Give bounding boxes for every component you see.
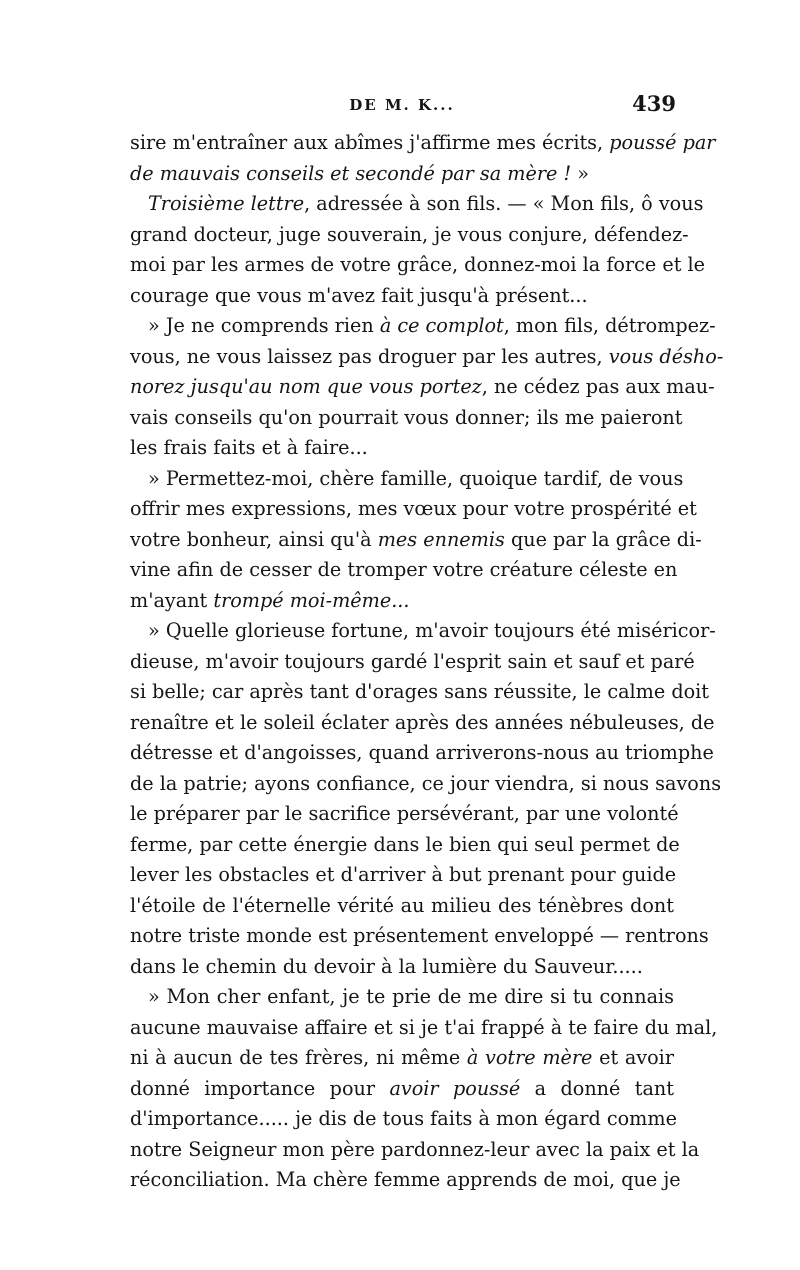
text-line bbox=[130, 647, 695, 678]
text-segment: » bbox=[571, 161, 590, 185]
text-line bbox=[130, 433, 674, 464]
text-segment: de la patrie; ayons confiance, ce jour viendra, si nous savons bbox=[130, 771, 722, 795]
text-segment: lever les obstacles et d'arriver à but prenant pour guide bbox=[130, 863, 677, 886]
text-segment: grand docteur, juge souverain, je vous conjure, défendez- bbox=[130, 222, 689, 246]
italic-text: mes ennemis bbox=[377, 527, 505, 551]
text-segment: l'étoile de l'éternelle vérité au milieu des ténèbres dont bbox=[130, 893, 674, 917]
text-segment: réconciliation. Ma chère femme apprends de moi, que je bbox=[130, 1168, 681, 1191]
text-line bbox=[130, 555, 678, 586]
text-line bbox=[130, 586, 674, 617]
text-line bbox=[130, 616, 716, 647]
text-line bbox=[130, 1013, 718, 1044]
italic-text: avoir poussé bbox=[389, 1076, 521, 1100]
text-segment: que par la grâce di- bbox=[504, 527, 702, 551]
text-line bbox=[130, 1165, 681, 1196]
italic-text: à votre mère bbox=[466, 1046, 593, 1069]
text-line bbox=[130, 952, 674, 983]
text-segment: moi par les armes de votre grâce, donnez-moi la force et le bbox=[130, 253, 706, 276]
text-line bbox=[130, 494, 697, 525]
text-line bbox=[130, 921, 709, 952]
text-line bbox=[130, 220, 689, 251]
text-segment: ni à aucun de tes frères, ni même bbox=[130, 1046, 467, 1069]
text-segment: » Quelle glorieuse fortune, m'avoir toujours été miséricor- bbox=[148, 619, 716, 642]
text-segment: le préparer par le sacrifice persévérant, par une volonté bbox=[130, 802, 679, 825]
italic-text: norez jusqu'au nom que vous portez bbox=[130, 375, 482, 398]
running-head: DE M. K... bbox=[349, 96, 455, 114]
text-line bbox=[130, 830, 680, 861]
text-line bbox=[130, 799, 679, 830]
text-segment: a donné tant bbox=[520, 1076, 675, 1100]
text-segment: » Permettez-moi, chère famille, quoique tardif, de vous bbox=[148, 466, 684, 490]
text-line bbox=[130, 1135, 700, 1166]
text-line bbox=[130, 677, 709, 708]
text-segment: aucune mauvaise affaire et si je t'ai frappé à te faire du mal, bbox=[130, 1015, 718, 1039]
text-line bbox=[130, 1074, 674, 1105]
page-number: 439 bbox=[632, 91, 676, 116]
italic-text: poussé par bbox=[609, 131, 716, 154]
text-line bbox=[130, 769, 722, 800]
text-segment: renaître et le soleil éclater après des années nébuleuses, de bbox=[130, 710, 715, 734]
italic-text: vous désho- bbox=[608, 344, 724, 368]
page-header bbox=[128, 88, 676, 120]
text-segment: notre Seigneur mon père pardonnez-leur avec la paix et la bbox=[130, 1137, 700, 1161]
text-line bbox=[130, 403, 683, 434]
text-line bbox=[130, 1043, 674, 1074]
text-segment: notre triste monde est présentement enveloppé — rentrons bbox=[130, 924, 709, 947]
body-text bbox=[130, 128, 724, 1196]
text-line bbox=[130, 525, 702, 556]
text-segment: , adressée à son fils. — « Mon fils, ô vous bbox=[304, 192, 704, 215]
text-segment: sire m'entraîner aux abîmes j'affirme mes écrits, bbox=[130, 131, 610, 154]
text-line bbox=[130, 342, 724, 373]
text-line bbox=[130, 708, 715, 739]
text-segment: dieuse, m'avoir toujours gardé l'esprit sain et sauf et paré bbox=[130, 649, 695, 673]
text-segment: ferme, par cette énergie dans le bien qui seul permet de bbox=[130, 832, 680, 856]
italic-text: trompé moi-même... bbox=[213, 588, 410, 612]
text-segment: si belle; car après tant d'orages sans réussite, le calme doit bbox=[130, 680, 709, 703]
text-segment: dans le chemin du devoir à la lumière du Sauveur..... bbox=[130, 954, 643, 978]
text-line bbox=[130, 311, 716, 342]
text-segment: vine afin de cesser de tromper votre créature céleste en bbox=[130, 558, 678, 581]
text-line bbox=[130, 128, 716, 159]
italic-text: à ce complot bbox=[379, 314, 504, 337]
text-line bbox=[130, 464, 684, 495]
italic-text: de mauvais conseils et secondé par sa mère ! bbox=[130, 161, 572, 185]
text-segment: , ne cédez pas aux mau- bbox=[481, 375, 715, 398]
text-line bbox=[130, 159, 674, 190]
text-line bbox=[130, 738, 714, 769]
text-segment: et avoir bbox=[592, 1046, 674, 1069]
text-line bbox=[130, 281, 674, 312]
text-segment: détresse et d'angoisses, quand arriverons-nous au triomphe bbox=[130, 741, 714, 764]
text-segment: » Je ne comprends rien bbox=[148, 314, 380, 337]
text-line bbox=[130, 891, 674, 922]
text-segment: d'importance..... je dis de tous faits à mon égard comme bbox=[130, 1107, 677, 1130]
text-segment: courage que vous m'avez fait jusqu'à présent... bbox=[130, 283, 588, 307]
text-segment: vais conseils qu'on pourrait vous donner; ils me paieront bbox=[130, 405, 683, 429]
text-line bbox=[130, 189, 704, 220]
text-line bbox=[130, 372, 715, 403]
text-segment: donné importance pour bbox=[130, 1076, 390, 1100]
text-segment: , mon fils, détrompez- bbox=[503, 314, 716, 337]
text-segment: vous, ne vous laissez pas droguer par les autres, bbox=[130, 344, 609, 368]
text-segment: offrir mes expressions, mes vœux pour votre prospérité et bbox=[130, 497, 697, 520]
text-line bbox=[130, 860, 677, 891]
italic-text: Troisième lettre bbox=[148, 192, 305, 215]
text-segment: les frais faits et à faire... bbox=[130, 436, 368, 459]
text-line bbox=[130, 982, 674, 1013]
text-segment: votre bonheur, ainsi qu'à bbox=[130, 527, 378, 551]
text-line bbox=[130, 1104, 677, 1135]
text-segment: m'ayant bbox=[130, 588, 214, 612]
text-segment: » Mon cher enfant, je te prie de me dire si tu connais bbox=[148, 985, 674, 1008]
text-line bbox=[130, 250, 706, 281]
